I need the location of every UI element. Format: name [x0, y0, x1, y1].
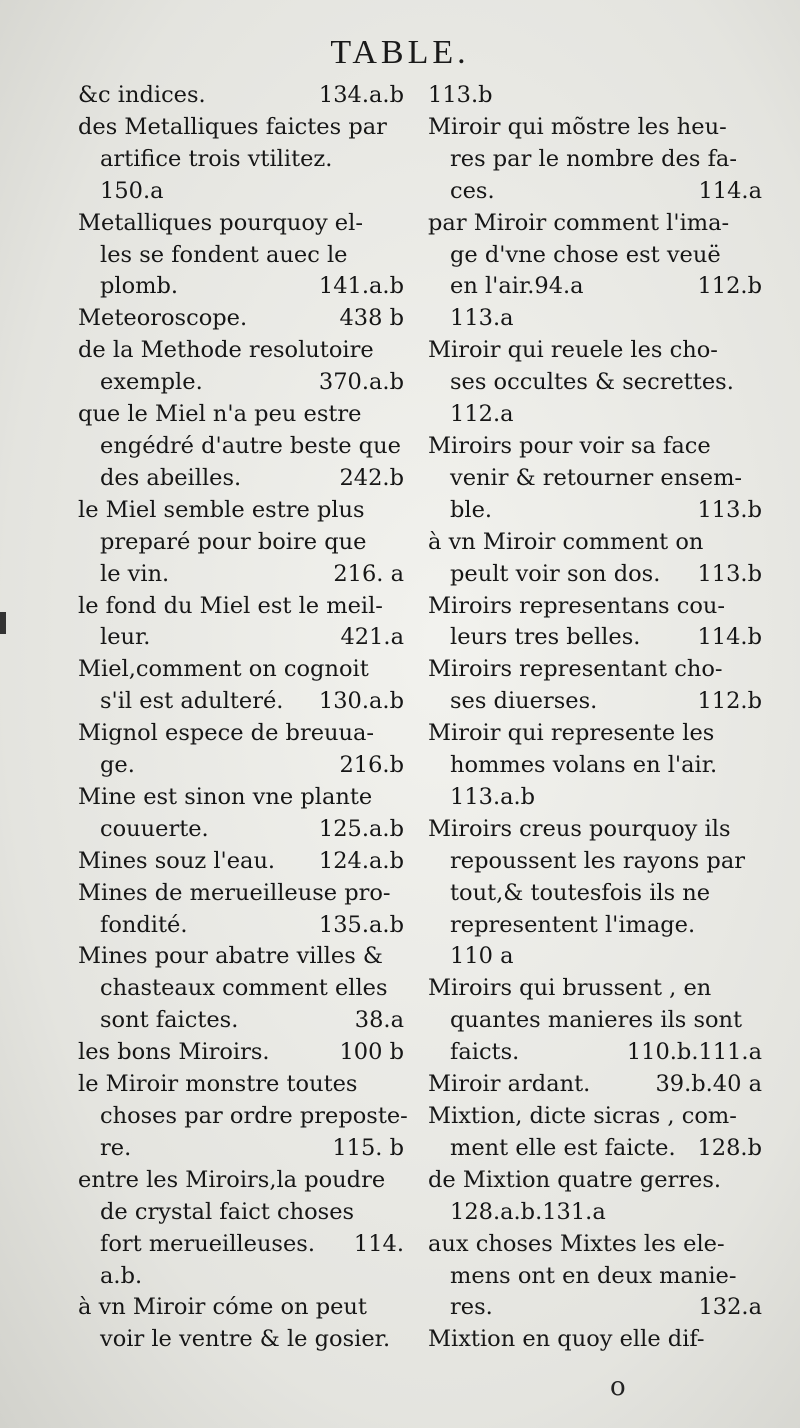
entry-line [428, 718, 762, 750]
entry-text: venir & retourner ensem- [450, 464, 743, 491]
entry-line [428, 80, 762, 112]
index-entry [78, 208, 404, 304]
entry-text: 150.a [100, 177, 164, 204]
entry-text: preparé pour boire que [100, 528, 367, 555]
index-entry [78, 495, 404, 591]
entry-line [428, 527, 762, 559]
entry-text: ge. [100, 752, 135, 779]
index-entry [78, 112, 404, 208]
entry-line [428, 367, 762, 399]
entry-line [428, 1165, 762, 1197]
entry-text: &c indices. [78, 82, 206, 108]
entry-text: res. [450, 1294, 493, 1321]
index-entry [78, 941, 404, 1037]
entry-line [78, 240, 404, 272]
entry-line [428, 1069, 762, 1101]
entry-line [428, 463, 762, 495]
index-entry [78, 846, 404, 878]
entry-line [428, 335, 762, 367]
entry-text: chasteaux comment elles [100, 975, 388, 1002]
entry-text: tout,& toutesfois ils ne [450, 879, 711, 906]
entry-text: hommes volans en l'air. [450, 752, 718, 779]
entry-line [428, 878, 762, 910]
entry-line [78, 1133, 404, 1165]
entry-text: Mines de merueilleuse pro- [78, 879, 391, 906]
entry-line [428, 750, 762, 782]
index-entry [428, 335, 762, 431]
entry-text: Mignol espece de breuua- [78, 720, 375, 747]
index-entry [428, 1324, 762, 1356]
index-entry [78, 1037, 404, 1069]
index-entry [78, 1165, 404, 1293]
index-entry [78, 782, 404, 846]
page-reference: 128.b [697, 1134, 762, 1161]
page-title: TABLE. [330, 34, 470, 71]
entry-text: Mine est sinon vne plante [78, 783, 373, 810]
entry-text: à vn Miroir cóme on peut [78, 1294, 367, 1321]
entry-line [78, 782, 404, 814]
entry-text: 113.a.b [450, 783, 536, 810]
entry-line [78, 973, 404, 1005]
entry-text: des abeilles. [100, 464, 242, 491]
entry-line [78, 1197, 404, 1229]
signature-mark: o [610, 1372, 626, 1402]
page-reference: 135.a.b [318, 911, 404, 938]
entry-line [428, 973, 762, 1005]
page-reference: 216.b [339, 752, 404, 779]
entry-line [428, 144, 762, 176]
page-edge-mark [0, 612, 6, 634]
entry-line [428, 208, 762, 240]
entry-line [78, 399, 404, 431]
entry-text: Miroir qui mõstre les heu- [428, 113, 727, 140]
entry-text: fondité. [100, 911, 188, 938]
entry-line [428, 240, 762, 272]
entry-text: en l'air.94.a [450, 273, 584, 300]
entry-line [428, 846, 762, 878]
page-reference: 370.a.b [318, 369, 404, 396]
entry-text: plomb. [100, 273, 179, 300]
entry-line [78, 271, 404, 303]
entry-text: le Miroir monstre toutes [78, 1071, 358, 1098]
entry-line [78, 910, 404, 942]
entry-text: aux choses Mixtes les ele- [428, 1230, 725, 1257]
entry-text: Miroirs representans cou- [428, 592, 725, 619]
entry-line [428, 941, 762, 973]
entry-text: representent l'image. [450, 911, 696, 938]
page-reference: 112.b [697, 688, 762, 715]
page-reference: 115. b [332, 1134, 404, 1161]
entry-text: 113.a [450, 305, 514, 332]
entry-text: quantes manieres ils sont [450, 1007, 743, 1034]
index-entry [428, 431, 762, 527]
entry-line [78, 335, 404, 367]
entry-text: Meteoroscope. [78, 305, 248, 332]
entry-text: Miroirs representant cho- [428, 656, 723, 683]
index-entry [428, 80, 762, 112]
entry-text: mens ont en deux manie- [450, 1262, 737, 1289]
entry-line [78, 878, 404, 910]
page-reference: 112.b [697, 273, 762, 300]
entry-line [428, 1324, 762, 1356]
entry-text: Miroirs pour voir sa face [428, 432, 711, 459]
entry-line [78, 144, 404, 176]
index-entry [428, 208, 762, 336]
index-entry [78, 1292, 404, 1356]
entry-line [428, 431, 762, 463]
entry-line [428, 1197, 762, 1229]
index-entry [428, 1069, 762, 1101]
page-reference: 421.a [340, 624, 404, 651]
page-reference: 242.b [339, 464, 404, 491]
entry-line [428, 910, 762, 942]
entry-line [78, 176, 404, 208]
entry-text: peult voir son dos. [450, 560, 661, 587]
entry-line [78, 1292, 404, 1324]
entry-line [78, 814, 404, 846]
entry-text: fort merueilleuses. [100, 1230, 315, 1257]
index-entry [428, 814, 762, 974]
entry-line [428, 399, 762, 431]
page-reference: 130.a.b [318, 688, 404, 715]
entry-text: ble. [450, 496, 493, 523]
entry-text: Miroir ardant. [428, 1071, 591, 1098]
entry-line [78, 559, 404, 591]
entry-text: ge d'vne chose est veuë [450, 241, 721, 268]
entry-text: a.b. [100, 1262, 143, 1289]
entry-text: Miel,comment on cognoit [78, 656, 369, 683]
entry-line [78, 718, 404, 750]
entry-text: les se fondent auec le [100, 241, 348, 268]
entry-text: artifice trois vtilitez. [100, 145, 333, 172]
entry-line [78, 1005, 404, 1037]
entry-text: Miroir qui represente les [428, 720, 715, 747]
entry-text: repoussent les rayons par [450, 847, 746, 874]
entry-text: le Miel semble estre plus [78, 496, 365, 523]
entry-text: couuerte. [100, 815, 209, 842]
page-reference: 134.a.b [318, 82, 404, 108]
page-reference: 114.b [697, 624, 762, 651]
entry-text: 110 a [450, 943, 514, 970]
entry-text: 128.a.b.131.a [450, 1198, 606, 1225]
entry-line [428, 686, 762, 718]
entry-text: re. [100, 1134, 132, 1161]
entry-text: Mines pour abatre villes & [78, 943, 383, 970]
index-entry [78, 1069, 408, 1165]
index-entry [78, 718, 404, 782]
entry-text: leur. [100, 624, 151, 651]
entry-text: que le Miel n'a peu estre [78, 401, 362, 428]
index-entry [428, 654, 762, 718]
index-entry [78, 80, 404, 112]
page-reference: 110.b.111.a [626, 1039, 762, 1066]
entry-text: exemple. [100, 369, 203, 396]
page-reference: 100 b [339, 1039, 404, 1066]
page-reference: 216. a [333, 560, 404, 587]
index-entry [78, 303, 404, 335]
entry-text: de crystal faict choses [100, 1198, 355, 1225]
page-reference: 39.b.40 a [655, 1071, 762, 1098]
entry-text: par Miroir comment l'ima- [428, 209, 730, 236]
index-entry [428, 1229, 762, 1325]
entry-line [78, 303, 404, 335]
entry-line [78, 208, 404, 240]
page-reference: 125.a.b [318, 815, 404, 842]
entry-line [78, 1165, 404, 1197]
page-reference: 124.a.b [318, 847, 404, 874]
entry-text: Mixtion en quoy elle dif- [428, 1326, 705, 1353]
entry-text: de la Methode resolutoire [78, 337, 374, 364]
entry-text: leurs tres belles. [450, 624, 641, 651]
entry-text: choses par ordre preposte- [100, 1103, 408, 1129]
entry-text: res par le nombre des fa- [450, 145, 737, 172]
entry-line [428, 591, 762, 623]
entry-line [78, 846, 404, 878]
entry-line [78, 80, 404, 112]
entry-text: Miroirs qui brussent , en [428, 975, 712, 1002]
index-entry [428, 718, 762, 814]
entry-text: Mixtion, dicte sicras , com- [428, 1103, 737, 1129]
entry-line [78, 495, 404, 527]
entry-text: Metalliques pourquoy el- [78, 209, 363, 236]
entry-text: ment elle est faicte. [450, 1134, 676, 1161]
entry-line [78, 654, 404, 686]
entry-line [428, 495, 762, 527]
entry-line [78, 1037, 404, 1069]
entry-line [428, 654, 762, 686]
entry-text: le vin. [100, 560, 170, 587]
entry-text: voir le ventre & le gosier. [100, 1326, 391, 1353]
index-entry [428, 591, 762, 655]
entry-line [78, 941, 404, 973]
entry-line [428, 1101, 762, 1133]
entry-line [78, 591, 404, 623]
index-entry [78, 878, 404, 942]
entry-line [428, 303, 762, 335]
page-reference: 113.b [697, 560, 762, 587]
entry-line [428, 1292, 762, 1324]
entry-line [78, 1069, 404, 1101]
index-entry [428, 1165, 762, 1229]
entry-line [428, 271, 762, 303]
entry-text: Miroirs creus pourquoy ils [428, 815, 731, 842]
index-entry [78, 399, 404, 495]
entry-line [78, 367, 404, 399]
entry-text: s'il est adulteré. [100, 688, 284, 715]
entry-text: faicts. [450, 1039, 520, 1066]
page-reference: 113.b [697, 496, 762, 523]
entry-line [78, 686, 404, 718]
entry-text: ces. [450, 177, 495, 204]
entry-text: les bons Miroirs. [78, 1039, 270, 1066]
page-reference: 438 b [339, 305, 404, 332]
entry-line [428, 1229, 762, 1261]
page-reference: 141.a.b [318, 273, 404, 300]
entry-text: sont faictes. [100, 1007, 239, 1034]
entry-line [78, 431, 404, 463]
entry-line [78, 750, 404, 782]
page-reference: 114.a [698, 177, 762, 204]
entry-line [78, 112, 404, 144]
entry-text: le fond du Miel est le meil- [78, 592, 383, 619]
page-reference: 114. [353, 1230, 404, 1257]
entry-text: des Metalliques faictes par [78, 113, 387, 140]
index-entry [428, 1101, 762, 1165]
index-entry [78, 591, 404, 655]
entry-line [428, 559, 762, 591]
entry-line [78, 1229, 404, 1261]
entry-line [428, 1261, 762, 1293]
entry-text: Miroir qui reuele les cho- [428, 337, 718, 364]
entry-text: de Mixtion quatre gerres. [428, 1166, 722, 1193]
entry-line [428, 176, 762, 208]
entry-line [78, 1324, 404, 1356]
entry-line [428, 112, 762, 144]
entry-line [78, 463, 404, 495]
entry-line [428, 622, 762, 654]
index-column-left [78, 80, 408, 1356]
entry-line [428, 814, 762, 846]
entry-text: 113.b [428, 82, 493, 108]
entry-line [428, 782, 762, 814]
entry-text: 112.a [450, 401, 514, 428]
entry-line [428, 1133, 762, 1165]
entry-text: entre les Miroirs,la poudre [78, 1166, 386, 1193]
entry-line [428, 1005, 762, 1037]
index-column-right [428, 80, 762, 1356]
index-entry [428, 527, 762, 591]
entry-line [78, 1101, 408, 1133]
entry-line [78, 527, 404, 559]
entry-text: Mines souz l'eau. [78, 847, 276, 874]
entry-text: ses diuerses. [450, 688, 598, 715]
entry-line [428, 1037, 762, 1069]
index-entry [78, 654, 404, 718]
entry-line [78, 622, 404, 654]
index-entry [428, 112, 762, 208]
page-reference: 38.a [354, 1007, 404, 1034]
page-reference: 132.a [698, 1294, 762, 1321]
index-entry [428, 973, 762, 1069]
entry-line [78, 1261, 404, 1293]
index-entry [78, 335, 404, 399]
entry-text: ses occultes & secrettes. [450, 369, 734, 396]
entry-text: à vn Miroir comment on [428, 528, 704, 555]
entry-text: engédré d'autre beste que [100, 432, 401, 459]
